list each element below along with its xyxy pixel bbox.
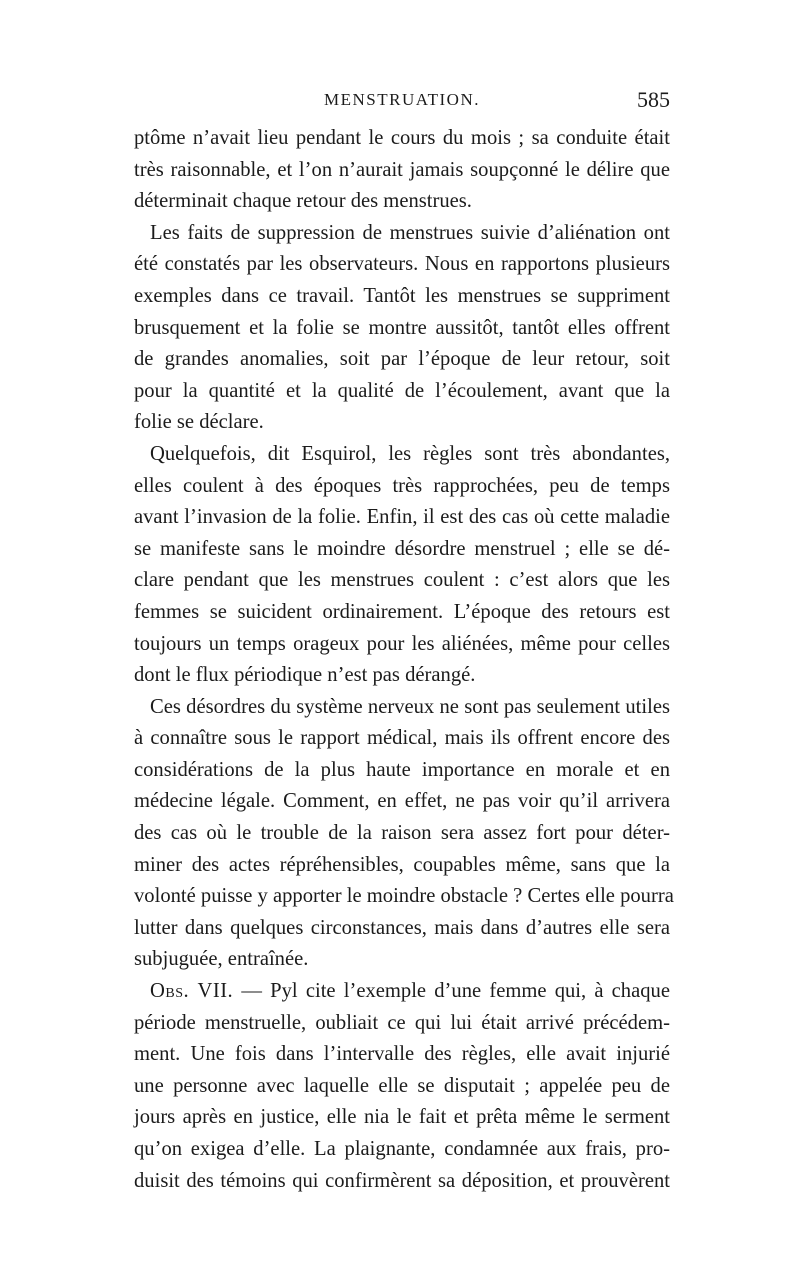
text-line: une personne avec laquelle elle se disputait ; appelée peu de [134,1074,670,1097]
paragraph-1 [134,123,670,218]
text-line: folie se déclare. [134,411,264,434]
observation-paragraph [134,976,670,1197]
body-text [134,123,674,1197]
text-line: de grandes anomalies, soit par l’époque de leur retour, soit [134,348,670,371]
text-line: miner des actes répréhensibles, coupables même, sans que la [134,853,670,876]
text-line: déterminait chaque retour des menstrues. [134,190,472,213]
text-line: se manifeste sans le moindre désordre menstruel ; elle se dé- [134,537,670,560]
text-line: été constatés par les observateurs. Nous en rapportons plusieurs [134,253,670,276]
text-line: jours après en justice, elle nia le fait et prêta même le serment [134,1106,670,1129]
paragraph-4 [134,692,674,976]
text-line: qu’on exigea d’elle. La plaignante, condamnée aux frais, pro- [134,1138,670,1160]
text-line: Ces désordres du système nerveux ne sont pas seulement utiles [150,695,670,718]
text-line: à connaître sous le rapport médical, mais ils offrent encore des [134,727,670,750]
text-line [134,976,670,1008]
running-head [134,87,670,120]
text-line: dont le flux périodique n’est pas dérangé. [134,664,476,687]
observation-label: Obs. VII. [150,980,234,1003]
observation-first-line: — Pyl cite l’exemple d’une femme qui, à chaque [233,980,670,1003]
page-number: 585 [637,87,670,112]
text-line: des cas où le trouble de la raison sera assez fort pour déter- [134,822,670,845]
paragraph-3 [134,439,670,692]
text-line: volonté puisse y apporter le moindre obstacle ? Certes elle pourra [134,885,674,908]
text-line: toujours un temps orageux pour les aliénées, même pour celles [134,632,670,655]
text-line: ptôme n’avait lieu pendant le cours du mois ; sa conduite était [134,127,670,149]
text-line: femmes se suicident ordinairement. L’époque des retours est [134,600,670,623]
text-line: période menstruelle, oubliait ce qui lui était arrivé précédem- [134,1011,670,1034]
text-line: elles coulent à des époques très rapprochées, peu de temps [134,474,670,497]
text-line: avant l’invasion de la folie. Enfin, il est des cas où cette maladie [134,506,670,529]
text-line: brusquement et la folie se montre aussitôt, tantôt elles offrent [134,316,670,339]
text-line: exemples dans ce travail. Tantôt les menstrues se suppriment [134,284,670,307]
text-line: Quelquefois, dit Esquirol, les règles sont très abondantes, [150,442,670,465]
text-line: clare pendant que les menstrues coulent : c’est alors que les [134,569,670,592]
paragraph-2 [134,218,670,439]
text-line: subjuguée, entraînée. [134,948,309,971]
text-line: médecine légale. Comment, en effet, ne pas voir qu’il arrivera [134,790,670,813]
text-line: duisit des témoins qui confirmèrent sa déposition, et prouvèrent [134,1169,670,1192]
text-line: considérations de la plus haute importance en morale et en [134,758,670,781]
text-line: ment. Une fois dans l’intervalle des règles, elle avait injurié [134,1043,670,1066]
text-line: très raisonnable, et l’on n’aurait jamais soupçonné le délire que [134,158,670,181]
text-line: pour la quantité et la qualité de l’écoulement, avant que la [134,379,670,402]
text-line: Les faits de suppression de menstrues suivie d’aliénation ont [150,221,670,244]
running-title: MENSTRUATION. [324,90,480,109]
text-line: lutter dans quelques circonstances, mais dans d’autres elle sera [134,916,670,939]
